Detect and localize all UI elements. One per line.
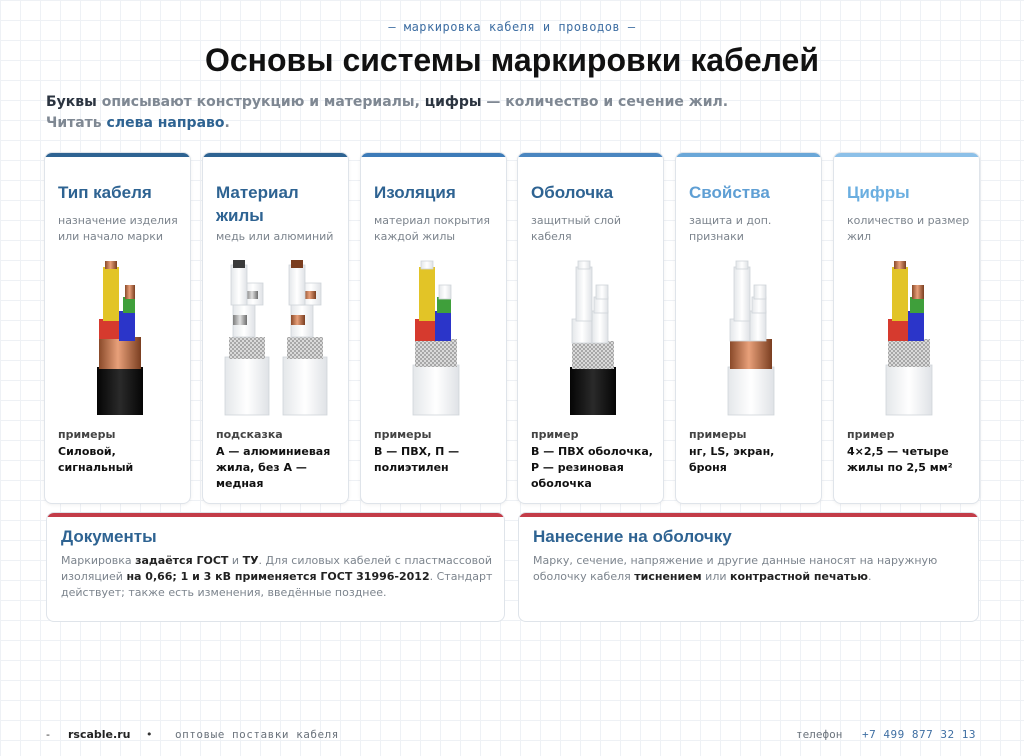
card-description: назначение изделия или начало марки — [58, 214, 178, 243]
card-properties — [675, 152, 822, 504]
card-label: подсказка — [216, 428, 283, 441]
subtitle-dot: . — [224, 115, 230, 131]
card-title: Изоляция — [374, 183, 456, 202]
site-link[interactable]: rscable.ru — [68, 728, 131, 741]
subtitle-read: Читать — [46, 115, 107, 131]
card-title: Оболочка — [531, 183, 614, 202]
card-description: защита и доп. признаки — [689, 214, 772, 243]
conductor-material-icon — [203, 257, 349, 417]
subtitle-text: описывают конструкцию и материалы, — [96, 94, 425, 110]
insulation-icon — [361, 257, 507, 417]
page-subtitle — [46, 92, 986, 134]
subtitle-direction: слева направо — [106, 115, 225, 131]
panel-accent-bar — [519, 513, 978, 517]
documents-text-part: . Стандарт действует; также есть изменения, введённые позднее. — [61, 570, 493, 599]
cable-full-icon — [45, 257, 191, 417]
card-title: Материал жилы — [216, 183, 299, 225]
card-label: примеры — [58, 428, 116, 441]
card-digits — [833, 152, 980, 504]
footer-separator: • — [146, 728, 153, 741]
footer — [0, 728, 1024, 746]
card-description: защитный слой кабеля — [531, 214, 621, 243]
documents-title: Документы — [61, 527, 157, 546]
card-label: примеры — [689, 428, 747, 441]
sheath-icon — [518, 257, 664, 417]
sheath-text-bold: тиснением — [634, 570, 702, 583]
footer-tagline: оптовые поставки кабеля — [175, 728, 339, 741]
documents-panel — [46, 512, 505, 622]
card-conductor-material — [202, 152, 349, 504]
sheath-text-part: Марку, сечение, напряжение и другие данные наносят на наружную оболочку кабеля — [533, 554, 938, 583]
card-accent-bar — [518, 153, 663, 157]
card-title: Цифры — [847, 183, 910, 202]
sheath-marking-text — [533, 553, 968, 585]
sheath-text-bold: контрастной печатью — [730, 570, 868, 583]
marking-cards — [44, 152, 980, 504]
card-accent-bar — [361, 153, 506, 157]
phone-link[interactable]: +7 499 877 32 13 — [862, 728, 976, 741]
card-cable-type — [44, 152, 191, 504]
panel-accent-bar — [47, 513, 504, 517]
documents-text-bold: ТУ — [242, 554, 259, 567]
card-label: пример — [531, 428, 579, 441]
documents-text — [61, 553, 494, 601]
sheath-marking-title: Нанесение на оболочку — [533, 527, 732, 546]
card-sheath — [517, 152, 664, 504]
documents-text-bold: на 0,66; 1 и 3 кВ применяется ГОСТ 31996-2012 — [126, 570, 430, 583]
card-description: материал покрытия каждой жилы — [374, 214, 491, 243]
documents-text-bold: задаётся ГОСТ — [135, 554, 229, 567]
card-accent-bar — [45, 153, 190, 157]
card-label: примеры — [374, 428, 432, 441]
card-accent-bar — [834, 153, 979, 157]
documents-text-part: Маркировка — [61, 554, 136, 567]
card-accent-bar — [676, 153, 821, 157]
subtitle-text: — количество и сечение жил. — [481, 94, 729, 110]
subtitle-digits: цифры — [424, 94, 482, 110]
card-description: количество и размер жил — [847, 214, 970, 243]
card-insulation — [360, 152, 507, 504]
sheath-text-part: или — [701, 570, 730, 583]
card-label: пример — [847, 428, 895, 441]
card-title: Тип кабеля — [58, 183, 152, 202]
card-value: Силовой, сигнальный — [58, 445, 134, 474]
page-title: Основы системы маркировки кабелей — [204, 42, 820, 78]
card-accent-bar — [203, 153, 348, 157]
card-description: медь или алюминий — [216, 230, 334, 243]
card-value: 4×2,5 — четыре жилы по 2,5 мм² — [847, 445, 953, 474]
card-value: В — ПВХ оболочка, Р — резиновая оболочка — [531, 445, 653, 490]
sheath-marking-panel — [518, 512, 979, 622]
documents-text-part: . Для силовых кабелей с пластмассовой изоляцией — [61, 554, 492, 583]
page-kicker: — маркировка кабеля и проводов — — [388, 20, 636, 34]
card-value: В — ПВХ, П — полиэтилен — [374, 445, 460, 474]
card-title: Свойства — [689, 183, 770, 202]
shield-screen-icon — [676, 257, 822, 417]
sheath-text-part: . — [867, 570, 872, 583]
card-value: нг, LS, экран, броня — [689, 445, 775, 474]
phone-label: телефон — [796, 728, 843, 741]
footer-dash: - — [46, 728, 50, 741]
cores-count-icon — [834, 257, 980, 417]
documents-text-part: и — [228, 554, 243, 567]
subtitle-letters: Буквы — [46, 94, 97, 110]
card-value: А — алюминиевая жила, без А — медная — [216, 445, 331, 490]
